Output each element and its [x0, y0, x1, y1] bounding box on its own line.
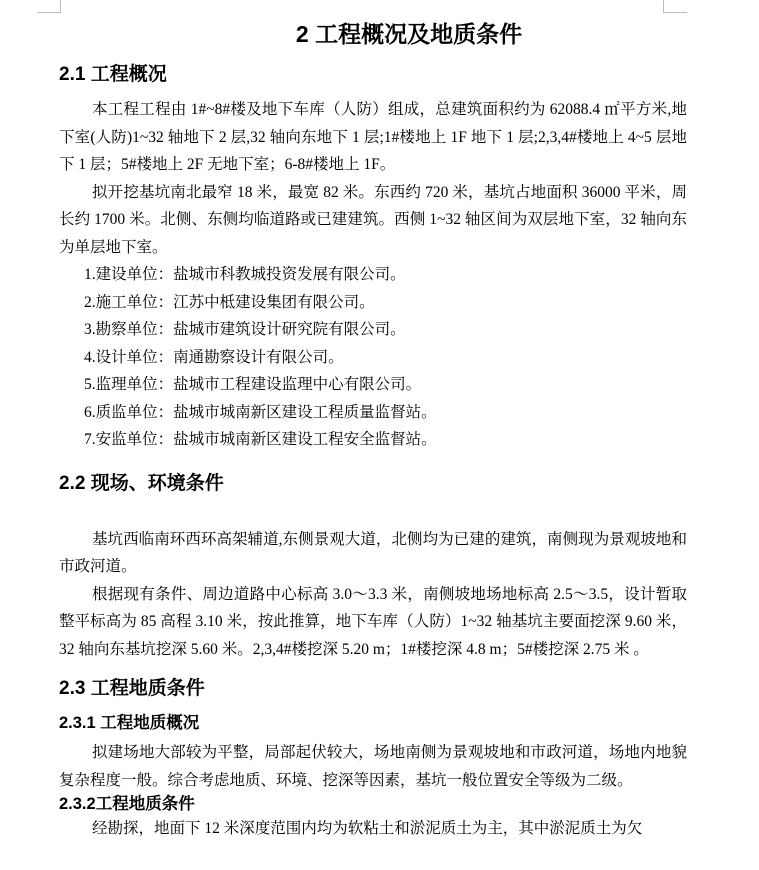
- subsection-heading-2-3-1: 2.3.1 工程地质概况: [59, 714, 200, 732]
- section-heading-2-3: 2.3 工程地质条件: [59, 678, 205, 699]
- unit-list-item: 1.建设单位：盐城市科教城投资发展有限公司。: [84, 266, 406, 283]
- unit-list-item: 5.监理单位：盐城市工程建设监理中心有限公司。: [84, 376, 422, 393]
- crop-mark-top-left-horizontal: [37, 12, 61, 13]
- paragraph-geology-overview: 拟建场地大部较为平整，局部起伏较大，场地南侧为景观坡地和市政河道，场地内地貌复杂程度一般。综合考虑地质、环境、挖深等因素，基坑一般位置安全等级为二级。: [59, 744, 687, 789]
- subsection-heading-2-3-2: 2.3.2工程地质条件: [59, 795, 195, 813]
- paragraph-project-overview-1: 本工程工程由 1#~8#楼及地下车库（人防）组成，总建筑面积约为 62088.4 ㎡平方米,地下室(人防)1~32 轴地下 2 层,32 轴向东地下 1 层;1#楼地上 1F 地下 1 层;2,3,4#楼地上 4~5 层地下 1 层；5#楼地上 2F 无地下室；6-8#楼地上 1F。: [59, 101, 687, 173]
- section-heading-2-2: 2.2 现场、环境条件: [59, 472, 224, 494]
- paragraph-geology-conditions: 经勘探，地面下 12 米深度范围内均为软粘土和淤泥质土为主，其中淤泥质土为欠: [92, 820, 643, 837]
- page-title: 2 工程概况及地质条件: [295, 21, 523, 47]
- paragraph-site-environment-2: 根据现有条件、周边道路中心标高 3.0～3.3 米，南侧坡地场地标高 2.5～3.5，设计暂取整平标高为 85 高程 3.10 米，按此推算，地下车库（人防）1~32 轴基坑主要面挖深 9.60 米，32 轴向东基坑挖深 5.60 米。2,3,4#楼挖深 5.20 m；1#楼挖深 4.8 m；5#楼挖深 2.75 米 。: [59, 585, 687, 658]
- unit-list: [59, 261, 687, 454]
- crop-mark-top-right-horizontal: [663, 12, 687, 13]
- unit-list-item: 4.设计单位：南通勘察设计有限公司。: [84, 348, 344, 366]
- crop-mark-top-right-vertical: [663, 0, 664, 13]
- paragraph-project-overview-2: 拟开挖基坑南北最窄 18 米，最宽 82 米。东西约 720 米，基坑占地面积 36000 平米，周长约 1700 米。北侧、东侧均临道路或已建建筑。西侧 1~32 轴区间为双层地下室，32 轴向东为单层地下室。: [59, 183, 687, 256]
- section-heading-2-1: 2.1 工程概况: [59, 64, 167, 85]
- unit-list-item: 2.施工单位：江苏中柢建设集团有限公司。: [84, 293, 375, 311]
- unit-list-item: 7.安监单位：盐城市城南新区建设工程安全监督站。: [84, 431, 437, 448]
- crop-mark-top-left-vertical: [60, 0, 61, 13]
- unit-list-item: 3.勘察单位：盐城市建筑设计研究院有限公司。: [84, 321, 406, 338]
- paragraph-site-environment-1: 基坑西临南环西环高架辅道,东侧景观大道，北侧均为已建的建筑，南侧现为景观坡地和市政河道。: [59, 530, 687, 575]
- unit-list-item: 6.质监单位：盐城市城南新区建设工程质量监督站。: [84, 403, 437, 421]
